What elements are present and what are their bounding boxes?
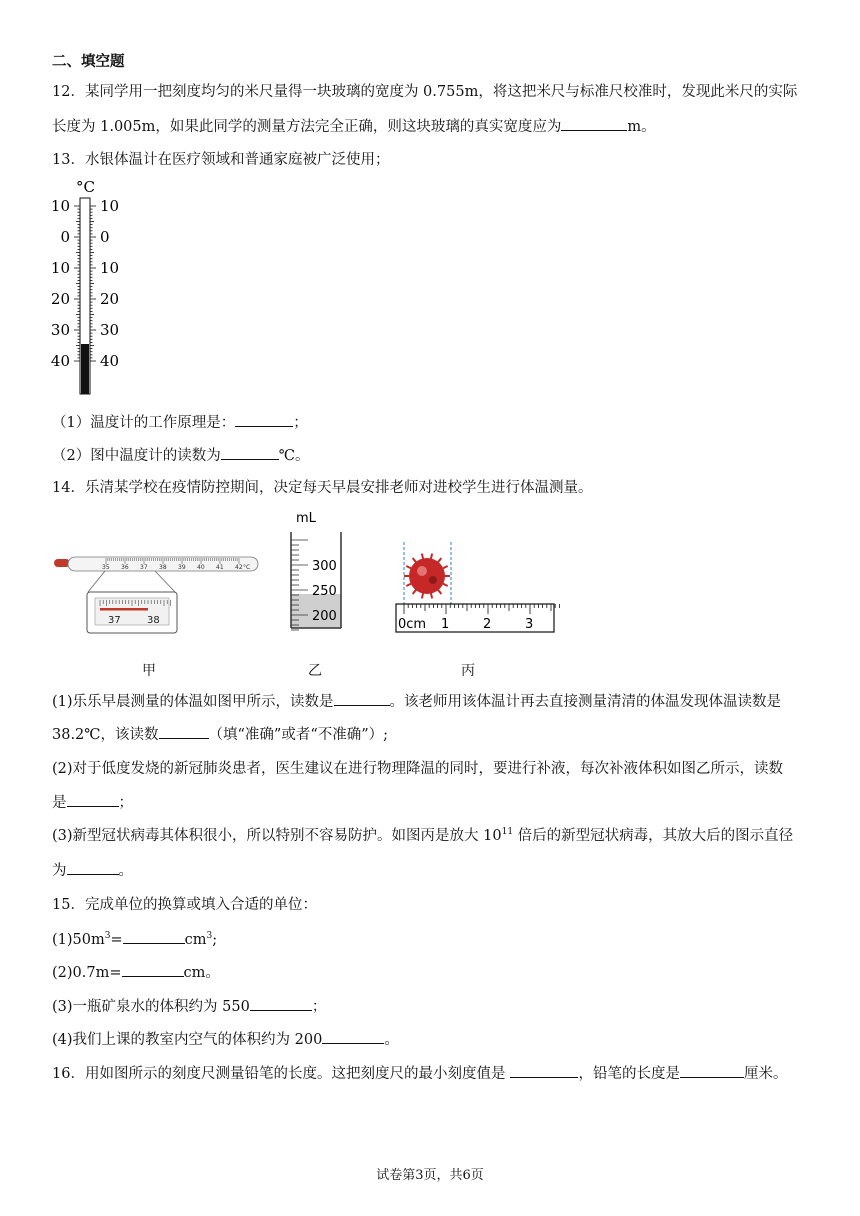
mercury-column bbox=[81, 344, 89, 394]
q16-blank1[interactable] bbox=[510, 1063, 578, 1078]
q14-p3-blank[interactable] bbox=[67, 860, 119, 875]
svg-text:0cm: 0cm bbox=[398, 617, 427, 632]
thermometer-unit: °C bbox=[76, 178, 95, 196]
q14-p3-line2: 为 。 bbox=[52, 860, 133, 881]
section-title: 二、填空题 bbox=[52, 53, 125, 70]
svg-text:mL: mL bbox=[296, 511, 316, 526]
q14-p2-blank[interactable] bbox=[67, 792, 119, 807]
fig-jia-scale-label: 35 bbox=[102, 564, 110, 571]
q15-stem: 15．完成单位的换算或填入合适的单位： bbox=[52, 897, 317, 913]
thermometer-left-label: 10 bbox=[50, 259, 70, 277]
fig-jia-scale-label: 39 bbox=[178, 564, 186, 571]
q15-s3: (3)一瓶矿泉水的体积约为 550 ； bbox=[52, 996, 326, 1017]
caption-jia: 甲 bbox=[142, 663, 156, 679]
q14-stem: 14．乐清某学校在疫情防控期间，决定每天早晨安排老师对进校学生进行体温测量。 bbox=[52, 480, 593, 496]
q12-answer-blank[interactable] bbox=[561, 116, 627, 131]
svg-text:3: 3 bbox=[525, 617, 534, 632]
fig-jia-scale-label: 40 bbox=[197, 564, 205, 571]
q15-s2: (2)0.7m= cm。 bbox=[52, 962, 220, 983]
thermometer-right-label: 10 bbox=[100, 259, 120, 277]
thermometer-right-label: 10 bbox=[100, 197, 120, 215]
q14-p1-blank2[interactable] bbox=[159, 724, 209, 739]
q14-p1-line2: 38.2℃，该读数 （填“准确”或者“不准确”）; bbox=[52, 724, 388, 745]
virus-icon bbox=[404, 554, 450, 599]
caption-yi: 乙 bbox=[308, 663, 322, 679]
fig-jia-scale-label: 38 bbox=[159, 564, 167, 571]
thermometer-left-label: 30 bbox=[50, 321, 70, 339]
thermometer-left-label: 20 bbox=[50, 290, 70, 308]
q15-s1: $(1)50m^3= cm^3$; bbox=[52, 929, 217, 950]
q15-s2-blank[interactable] bbox=[122, 962, 184, 977]
fig-yi-cylinder bbox=[286, 506, 356, 632]
fig-jia-scale-label: 42 bbox=[235, 564, 243, 571]
zoom-mercury bbox=[100, 608, 148, 611]
q13-stem: 13．水银体温计在医疗领域和普通家庭被广泛使用； bbox=[52, 152, 390, 168]
caption-bing: 丙 bbox=[461, 663, 475, 679]
q12-line2: 长度为 1.005m，如果此同学的测量方法完全正确，则这块玻璃的真实宽度应为 m。 bbox=[52, 116, 656, 137]
q14-p3-line1: (3)新型冠状病毒其体积很小，所以特别不容易防护。如图丙是放大 $10^{11}$ 倍后的新型冠状病毒，其放大后的图示直径 bbox=[52, 827, 794, 844]
fig-jia-scale-label: 41 bbox=[216, 564, 224, 571]
q14-p2-line1: (2)对于低度发烧的新冠肺炎患者，医生建议在进行物理降温的同时，要进行补液，每次补液体积如图乙所示，读数 bbox=[52, 761, 784, 777]
thermometer-right-label: 30 bbox=[100, 321, 120, 339]
thermometer-right-label: 0 bbox=[100, 228, 110, 246]
svg-text:300: 300 bbox=[312, 559, 337, 574]
q16: 16．用如图所示的刻度尺测量铅笔的长度。这把刻度尺的最小刻度值是 ，铅笔的长度是 厘米。 bbox=[52, 1063, 787, 1084]
fig-jia-thermometer bbox=[50, 545, 262, 640]
q14-p1-blank1[interactable] bbox=[334, 691, 390, 706]
fig-jia-scale-label: 37 bbox=[140, 564, 148, 571]
svg-text:250: 250 bbox=[312, 584, 337, 599]
svg-text:°C: °C bbox=[243, 564, 251, 571]
q13-sub1: （1）温度计的工作原理是： ； bbox=[52, 412, 308, 433]
page-footer: 试卷第3页，共6页 bbox=[376, 1168, 484, 1183]
fig-jia-scale-label: 36 bbox=[121, 564, 129, 571]
q16-blank2[interactable] bbox=[680, 1063, 744, 1078]
fig-bing-ruler bbox=[394, 538, 560, 634]
q12-line1: 12．某同学用一把刻度均匀的米尺量得一块玻璃的宽度为 0.755m，将这把米尺与标准尺校准时，发现此米尺的实际 bbox=[52, 84, 798, 100]
q14-p2-line2: 是 ； bbox=[52, 792, 133, 813]
svg-text:37: 37 bbox=[108, 615, 121, 626]
svg-text:2: 2 bbox=[483, 617, 492, 632]
clinical-thermometer-figure bbox=[48, 176, 138, 396]
thermometer-right-label: 40 bbox=[100, 352, 120, 370]
thermometer-left-label: 0 bbox=[60, 228, 70, 246]
svg-text:38: 38 bbox=[147, 615, 160, 626]
thermometer-right-label: 20 bbox=[100, 290, 120, 308]
q15-s3-blank[interactable] bbox=[250, 996, 312, 1011]
thermometer-left-label: 40 bbox=[50, 352, 70, 370]
thermometer-left-label: 10 bbox=[50, 197, 70, 215]
svg-text:200: 200 bbox=[312, 609, 337, 624]
svg-text:1: 1 bbox=[441, 617, 450, 632]
q13-sub1-blank[interactable] bbox=[235, 412, 293, 427]
q15-s4: (4)我们上课的教室内空气的体积约为 200 。 bbox=[52, 1029, 399, 1050]
q15-s1-blank[interactable] bbox=[123, 929, 185, 944]
q13-sub2: （2）图中温度计的读数为 ℃。 bbox=[52, 445, 309, 466]
q14-p1-line1: (1)乐乐早晨测量的体温如图甲所示，读数是 。该老师用该体温计再去直接测量清清的体温发现体温读数是 bbox=[52, 691, 781, 712]
q13-sub2-blank[interactable] bbox=[221, 445, 279, 460]
q15-s4-blank[interactable] bbox=[322, 1029, 384, 1044]
